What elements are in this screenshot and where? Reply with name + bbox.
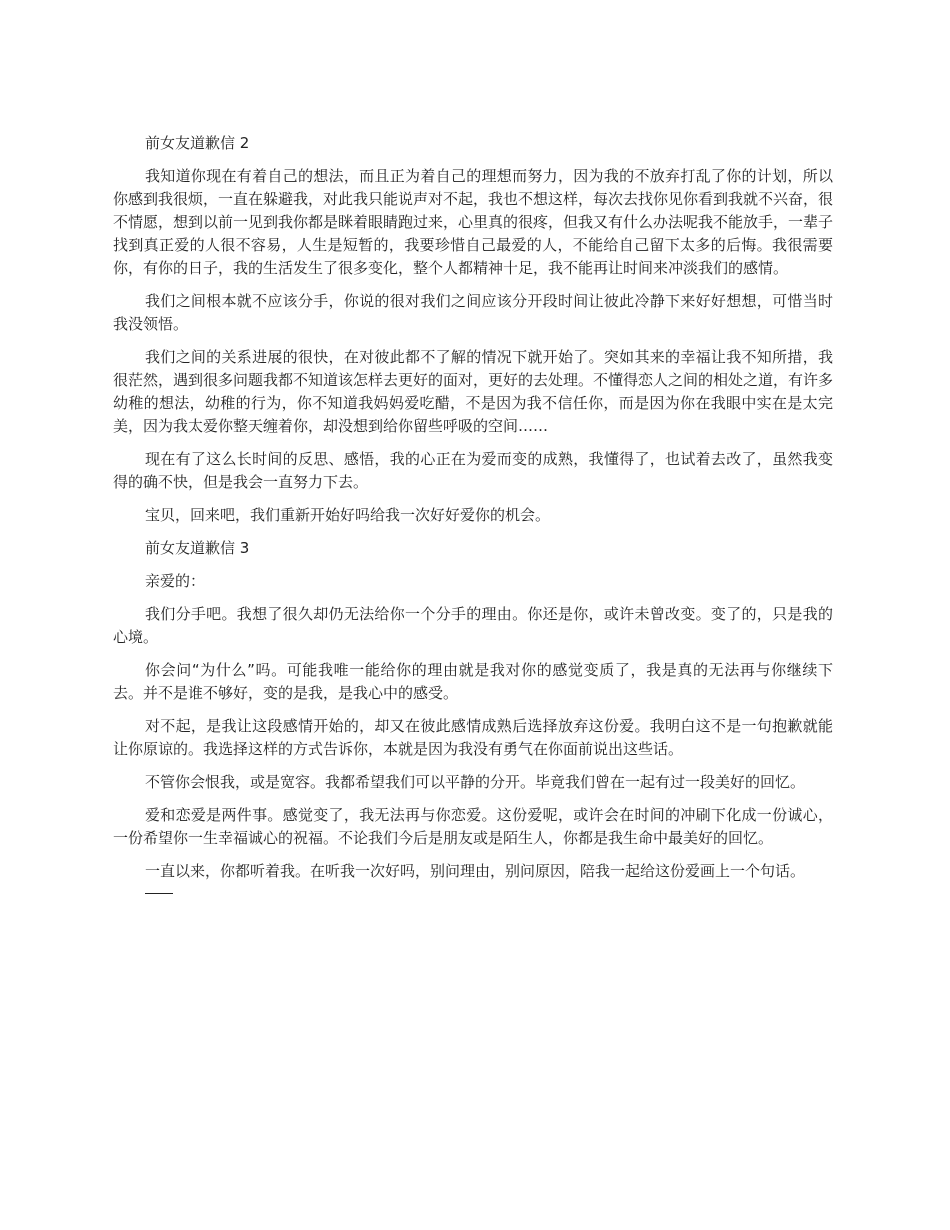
letter-3-paragraph-5: 爱和恋爱是两件事。感觉变了，我无法再与你恋爱。这份爱呢，或许会在时间的冲刷下化成一份诚心，一份希望你一生幸福诚心的祝福。不论我们今后是朋友或是陌生人，你都是我生命中最美好的回忆。: [113, 806, 833, 847]
letter-2-paragraph-2: 我们之间根本就不应该分手，你说的很对我们之间应该分开段时间让彼此冷静下来好好想想，可惜当时我没领悟。: [113, 292, 833, 333]
letter-3-paragraph-1: 我们分手吧。我想了很久却仍无法给你一个分手的理由。你还是你，或许未曾改变。变了的，只是我的心境。: [113, 605, 833, 646]
letter-2-paragraph-1: 我知道你现在有着自己的想法，而且正为着自己的理想而努力，因为我的不放弃打乱了你的计划，所以你感到我很烦，一直在躲避我，对此我只能说声对不起，我也不想这样，每次去找你见你看到我就不兴奋，很不情愿，想到以前一见到我你都是眯着眼睛跑过来，心里真的很疼，但我又有什么办法呢我不能放手，一辈子找到真正爱的人很不容易，人生是短暂的，我要珍惜自己最爱的人，不能给自己留下太多的后悔。我很需要你，有你的日子，我的生活发生了很多变化，整个人都精神十足，我不能再让时间来冲淡我们的感情。: [113, 167, 834, 277]
letter-3-greeting: 亲爱的：: [145, 572, 206, 590]
letter-2-heading: 前女友道歉信 2: [145, 134, 250, 152]
letter-2-paragraph-4: 现在有了这么长时间的反思、感悟，我的心正在为爱而变的成熟，我懂得了，也试着去改了，虽然我变得的确不快，但是我会一直努力下去。: [113, 450, 833, 491]
document-body: [113, 132, 833, 894]
letter-2-paragraph-5: 宝贝，回来吧，我们重新开始好吗给我一次好好爱你的机会。: [145, 506, 551, 524]
letter-2-paragraph-3: 我们之间的关系进展的很快，在对彼此都不了解的情况下就开始了。突如其来的幸福让我不知所措，我很茫然，遇到很多问题我都不知道该怎样去更好的面对，更好的去处理。不懂得恋人之间的相处之道，有许多幼稚的想法，幼稚的行为，你不知道我妈妈爱吃醋，不是因为我不信任你，而是因为你在我眼中实在是太完美，因为我太爱你整天缠着你，却没想到给你留些呼吸的空间……: [113, 348, 834, 435]
letter-3-heading: 前女友道歉信 3: [145, 539, 250, 557]
letter-3-paragraph-3: 对不起，是我让这段感情开始的，却又在彼此感情成熟后选择放弃这份爱。我明白这不是一句抱歉就能让你原谅的。我选择这样的方式告诉你，本就是因为我没有勇气在你面前说出这些话。: [113, 717, 833, 758]
letter-3-paragraph-4: 不管你会恨我，或是宽容。我都希望我们可以平静的分开。毕竟我们曾在一起有过一段美好的回忆。: [145, 773, 806, 791]
letter-3-paragraph-2: 你会问“为什么”吗。可能我唯一能给你的理由就是我对你的感觉变质了，我是真的无法再与你继续下去。并不是谁不够好，变的是我，是我心中的感受。: [113, 661, 833, 702]
separator-line: [145, 893, 173, 894]
letter-3-paragraph-6: 一直以来，你都听着我。在听我一次好吗，别问理由，别问原因，陪我一起给这份爱画上一个句话。: [145, 862, 806, 880]
